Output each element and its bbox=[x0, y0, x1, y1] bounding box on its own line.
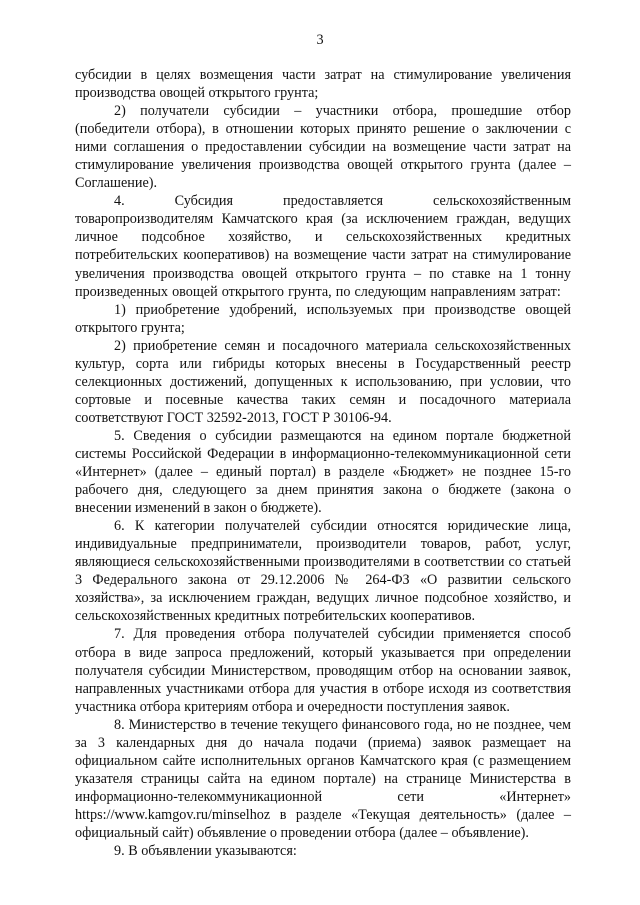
paragraph-4-subsidy: 4. Субсидия предоставляется сельскохозяйственным товаропроизводителям Камчатского края (за исключением граждан, ведущих личное подсобное хозяйство, и сельскохозяйственных кредитных потребительских кооперативов) на возмещение части затрат на стимулирование увеличения производства овощей открытого грунта – по ставке на 1 тонну произведенных овощей открытого грунта, по следующим направлениям затрат: bbox=[75, 193, 571, 300]
page-number: 3 bbox=[316, 32, 324, 48]
paragraph-6-categories: 6. К категории получателей субсидии относятся юридические лица, индивидуальные предприниматели, производители товаров, работ, услуг, являющиеся сельскохозяйственными производителями в соответствии со статьей 3 Федерального закона от 29.12.2006 № 264-ФЗ «О развитии сельского хозяйства», за исключением граждан, ведущих личное подсобное хозяйство, и сельскохозяйственных кредитных потребительских кооперативов. bbox=[75, 518, 571, 625]
document-body bbox=[75, 66, 571, 860]
paragraph-5-portal: 5. Сведения о субсидии размещаются на едином портале бюджетной системы Российской Федерации в информационно-телекоммуникационной сети «Интернет» (далее – единый портал) в разделе «Бюджет» не позднее 15-го рабочего дня, следующего за днем принятия закона о бюджете (закона о внесении изменений в закон о бюджете). bbox=[75, 427, 571, 517]
paragraph-8-ministry: 8. Министерство в течение текущего финансового года, но не позднее, чем за 3 календарных дня до начала подачи (приема) заявок размещает на официальном сайте исполнительных органов Камчатского края (с размещением указателя страницы сайта на едином портале) на странице Министерства в информационно-телекоммуникационной сети «Интернет» https://www.kamgov.ru/minselhoz в разделе «Текущая деятельность» (далее – официальный сайт) объявление о проведении отбора (далее – объявление). bbox=[75, 716, 571, 841]
paragraph-9-announcement: 9. В объявлении указываются: bbox=[114, 843, 297, 860]
paragraph-seeds: 2) приобретение семян и посадочного материала сельскохозяйственных культур, сорта или гибриды которых внесены в Государственный реестр селекционных достижений, допущенных к использованию, при условии, что сортовые и посевные качества таких семян и посадочного материала соответствуют ГОСТ 32592-2013, ГОСТ Р 30106-94. bbox=[75, 337, 571, 426]
paragraph-7-selection: 7. Для проведения отбора получателей субсидии применяется способ отбора в виде запроса предложений, который указывается при определении получателя субсидии Министерством, проводящим отбор на основании заявок, направленных участниками отбора для участия в отборе исходя из соответствия участника отбора критериям отбора и очередности поступления заявок. bbox=[75, 626, 571, 715]
paragraph-continuation: субсидии в целях возмещения части затрат на стимулирование увеличения производства овощей открытого грунта; bbox=[75, 67, 571, 102]
paragraph-fertilizers: 1) приобретение удобрений, используемых при производстве овощей открытого грунта; bbox=[75, 301, 571, 336]
paragraph-recipients-definition: 2) получатели субсидии – участники отбора, прошедшие отбор (победители отбора), в отношении которых принято решение о заключении с ними соглашения о предоставлении субсидии на возмещение части затрат на стимулирование увеличения производства овощей открытого грунта (далее – Соглашение). bbox=[75, 103, 571, 192]
